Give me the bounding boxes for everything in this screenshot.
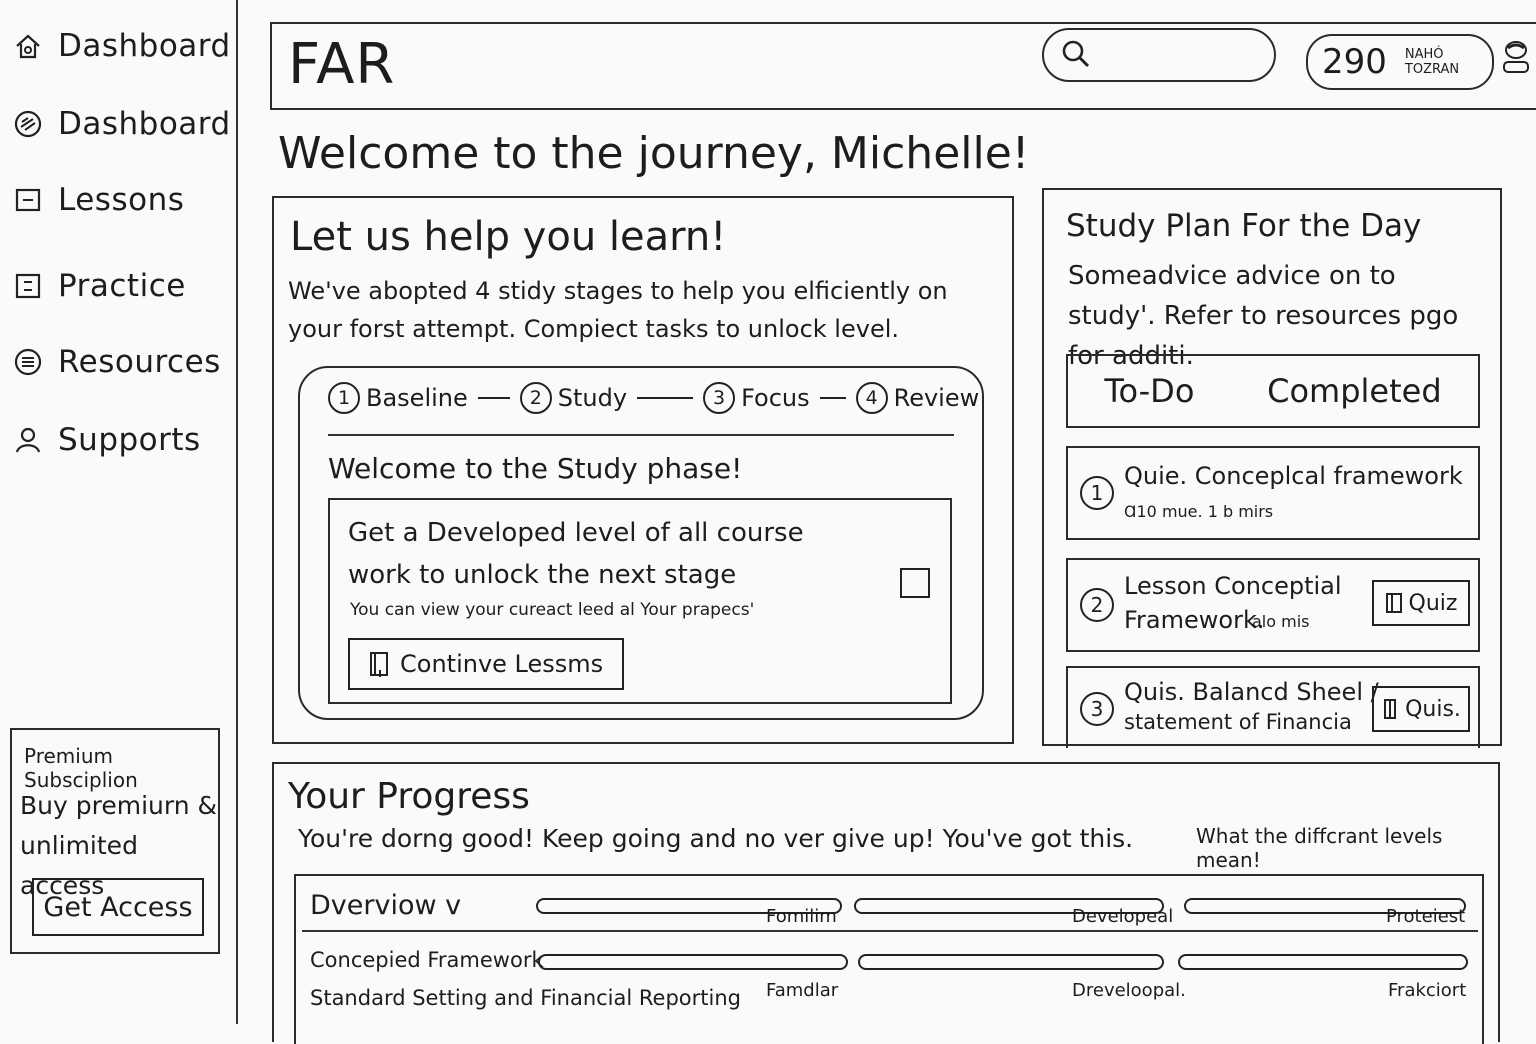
stage-number: 4 <box>856 382 888 414</box>
plan-item-title-line2: Framework. <box>1124 606 1265 634</box>
divider <box>328 434 954 436</box>
points-badge[interactable] <box>1306 34 1494 90</box>
sidebar-item-supports[interactable] <box>12 422 201 458</box>
quiz-button-label: Quiz <box>1408 590 1458 616</box>
stage-study[interactable]: Study <box>557 384 628 412</box>
stage-focus[interactable]: Focus <box>741 384 810 412</box>
plan-item[interactable] <box>1066 446 1480 540</box>
sidebar-item-label: Practice <box>58 268 186 304</box>
sidebar-item-lessons[interactable] <box>12 182 184 218</box>
search-icon <box>1060 38 1092 70</box>
plan-item-title: Quis. Balancd Sheel / <box>1124 678 1379 706</box>
sidebar-item-dashboard-home[interactable] <box>12 28 231 64</box>
premium-card <box>10 728 220 954</box>
home-icon <box>12 30 44 62</box>
continue-lessons-label: Continve Lessms <box>400 650 604 678</box>
divider <box>302 930 1478 932</box>
practice-icon <box>12 270 44 302</box>
overview-dropdown[interactable]: Dverviow v <box>310 890 462 921</box>
plan-item-meta: Ɑ10 mue. 1 b mirs <box>1124 502 1274 521</box>
stage-baseline[interactable]: Baseline <box>366 384 468 412</box>
sidebar-item-resources[interactable] <box>12 344 221 380</box>
profile-icon[interactable] <box>1500 38 1532 82</box>
level-label: Famdlar <box>766 980 839 1001</box>
sidebar-item-label: Supports <box>58 422 201 458</box>
brand-logo: FAR <box>288 32 396 97</box>
resources-icon <box>12 346 44 378</box>
plan-item-title: Lesson Conceptial <box>1124 572 1342 600</box>
quiz-icon <box>1381 698 1401 720</box>
premium-title: Premium Subsciplion <box>24 744 138 792</box>
sidebar-item-practice[interactable] <box>12 268 186 304</box>
points-value: 290 <box>1322 42 1387 82</box>
stages-card <box>298 366 984 720</box>
premium-description: Buy premiurn & unlimited access <box>20 791 217 900</box>
tab-todo[interactable]: To-Do <box>1104 372 1195 410</box>
continue-lessons-button[interactable] <box>348 638 624 690</box>
level-label: Dreveloopal. <box>1072 980 1186 1001</box>
plan-item-number: 2 <box>1080 588 1114 622</box>
stage-number: 3 <box>703 382 735 414</box>
levels-help-link[interactable]: What the diffcrant levels mean! <box>1196 824 1443 872</box>
plan-title: Study Plan For the Day <box>1066 208 1422 244</box>
quiz-button-label: Quis. <box>1405 696 1461 722</box>
plan-tabs <box>1066 354 1480 428</box>
progress-bar <box>1178 954 1468 970</box>
sidebar-item-label: Dashboard <box>58 28 231 64</box>
quiz-button[interactable] <box>1372 580 1470 626</box>
progress-bar <box>858 954 1164 970</box>
task-note: You can view your cureact leed al Your prapecs' <box>350 600 755 620</box>
progress-panel <box>272 762 1500 1042</box>
level-header: Fomilim <box>766 906 837 927</box>
plan-item-meta: alo mis <box>1252 612 1310 631</box>
header <box>270 22 1536 110</box>
plan-item[interactable] <box>1066 558 1480 652</box>
plan-item-title-line2: statement of Financia <box>1124 710 1352 734</box>
lessons-icon <box>12 184 44 216</box>
task-title: Get a Developed level of all course work to unlock the next stage <box>348 518 804 590</box>
sidebar-item-label: Resources <box>58 344 221 380</box>
get-access-button[interactable]: Get Access <box>32 878 204 936</box>
task-card <box>328 498 952 704</box>
dashboard-icon <box>12 108 44 140</box>
tab-completed[interactable]: Completed <box>1267 372 1442 410</box>
points-label-line1: NAHÓ <box>1404 47 1444 62</box>
welcome-heading: Welcome to the journey, Michelle! <box>278 128 1030 179</box>
stage-number: 1 <box>328 382 360 414</box>
search-input[interactable] <box>1042 28 1276 82</box>
plan-description: Someadvice advice on to study'. Refer to resources pgo for additi. <box>1068 261 1459 371</box>
level-label: Frakciort <box>1388 980 1467 1001</box>
level-header: Developeal <box>1072 906 1174 927</box>
plan-item-number: 1 <box>1080 476 1114 510</box>
progress-row-name: Standard Setting and Financial Reporting <box>310 986 741 1010</box>
quiz-icon <box>1385 592 1405 614</box>
lesson-book-icon <box>368 650 392 678</box>
plan-item-title: Quie. Conceplcal framework <box>1124 462 1463 490</box>
study-plan-panel <box>1042 188 1502 746</box>
stage-stepper <box>328 382 979 414</box>
plan-item[interactable] <box>1066 666 1480 748</box>
points-label-line2: TOZRAN <box>1404 62 1460 77</box>
supports-icon <box>12 424 44 456</box>
phase-title: Welcome to the Study phase! <box>328 452 743 485</box>
learn-title: Let us help you learn! <box>290 214 727 260</box>
progress-message: You're dorng good! Keep going and no ver give up! You've got this. <box>298 824 1134 853</box>
sidebar-item-label: Dashboard <box>58 106 231 142</box>
learn-description: We've abopted 4 stidy stages to help you elficiently on your forst attempt. Compiect tasks to unlock level. <box>288 277 948 343</box>
sidebar-item-dashboard[interactable] <box>12 106 231 142</box>
plan-item-number: 3 <box>1080 692 1114 726</box>
progress-table <box>294 874 1484 1044</box>
sidebar-item-label: Lessons <box>58 182 185 218</box>
progress-bar <box>538 954 848 970</box>
sidebar-divider <box>236 0 238 1024</box>
level-header: Proteiest <box>1386 906 1466 927</box>
stage-number: 2 <box>520 382 552 414</box>
task-checkbox[interactable] <box>900 568 930 598</box>
stage-review[interactable]: Review <box>893 384 980 412</box>
quiz-button[interactable] <box>1372 686 1470 732</box>
progress-row-name: Concepied Framework <box>310 948 544 972</box>
progress-title: Your Progress <box>288 776 530 817</box>
